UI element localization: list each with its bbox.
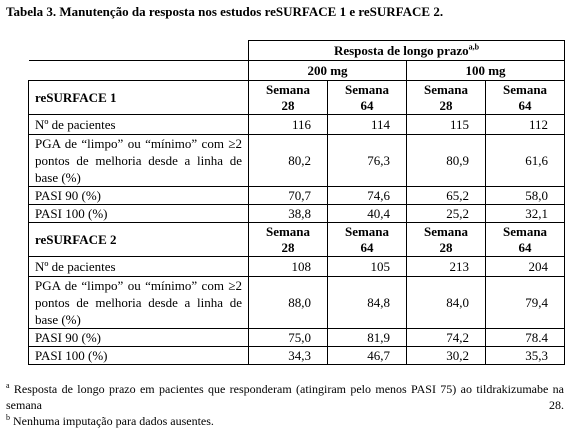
section-title: reSURFACE 2 [29,223,249,257]
dose-100-header: 100 mg [407,61,565,81]
value-cell: 79,4 [486,277,565,329]
value-cell: 65,2 [407,187,486,205]
value-cell: 84,8 [328,277,407,329]
value-cell: 76,3 [328,135,407,187]
value-cell: 32,1 [486,205,565,223]
table-row [29,187,565,205]
week-header [486,223,565,257]
value-cell: 38,8 [249,205,328,223]
footnote-a [6,381,564,413]
row-label: PASI 90 (%) [29,187,249,205]
value-cell: 80,2 [249,135,328,187]
long-term-response-header [249,41,565,61]
table-row [29,329,565,347]
value-cell: 74,6 [328,187,407,205]
week-header [407,81,486,115]
value-cell: 30,2 [407,347,486,365]
table-corner-cell [29,41,249,61]
value-cell: 108 [249,257,328,277]
footnote-a-mark: a [6,381,10,390]
week-header-text: Semana 64 [502,223,548,255]
value-cell: 115 [407,115,486,135]
table-row [29,205,565,223]
week-header-text: Semana 64 [344,223,390,255]
value-cell: 25,2 [407,205,486,223]
table-row [29,115,565,135]
row-label: Nº de pacientes [29,257,249,277]
value-cell: 80,9 [407,135,486,187]
footnote-b-mark: b [6,413,10,422]
week-header [328,81,407,115]
row-label: PGA de “limpo” ou “mínimo” com ≥2 pontos de melhoria desde a linha de base (%) [29,277,249,329]
value-cell: 74,2 [407,329,486,347]
week-header-text: Semana 28 [265,81,311,113]
row-label: Nº de pacientes [29,115,249,135]
value-cell: 105 [328,257,407,277]
table-group-header-row [29,41,565,61]
value-cell: 75,0 [249,329,328,347]
value-cell: 46,7 [328,347,407,365]
footnote-b [6,413,564,429]
table-row [29,135,565,187]
week-header [486,81,565,115]
value-cell: 58,0 [486,187,565,205]
value-cell: 35,3 [486,347,565,365]
week-header [249,223,328,257]
table-dose-header-row [29,61,565,81]
value-cell: 70,7 [249,187,328,205]
week-header [328,223,407,257]
long-term-response-label: Resposta de longo prazo [333,42,469,58]
value-cell: 88,0 [249,277,328,329]
value-cell: 78.4 [486,329,565,347]
table-row [29,257,565,277]
section-header-row [29,81,565,115]
value-cell: 40,4 [328,205,407,223]
value-cell: 213 [407,257,486,277]
dose-200-header: 200 mg [249,61,407,81]
week-header-text: Semana 28 [265,223,311,255]
table-row [29,347,565,365]
value-cell: 34,3 [249,347,328,365]
week-header [407,223,486,257]
section-header-row [29,223,565,257]
week-header-text: Semana 64 [344,81,390,113]
value-cell: 81,9 [328,329,407,347]
value-cell: 112 [486,115,565,135]
row-label: PGA de “limpo” ou “mínimo” com ≥2 pontos de melhoria desde a linha de base (%) [29,135,249,187]
footnote-a-text: Resposta de longo prazo em pacientes que responderam (atingiram pelo menos PASI 75) ao tildrakizumabe na semana 28. [6,382,564,412]
value-cell: 114 [328,115,407,135]
footnotes [6,381,564,429]
row-label: PASI 100 (%) [29,205,249,223]
value-cell: 84,0 [407,277,486,329]
row-label: PASI 90 (%) [29,329,249,347]
response-maintenance-table [28,40,565,365]
week-header-text: Semana 64 [502,81,548,113]
section-title: reSURFACE 1 [29,81,249,115]
table-corner-cell [29,61,249,81]
value-cell: 116 [249,115,328,135]
table-caption: Tabela 3. Manutenção da resposta nos estudos reSURFACE 1 e reSURFACE 2. [6,4,444,19]
week-header [249,81,328,115]
week-header-text: Semana 28 [423,223,469,255]
long-term-response-superscript: a,b [468,42,480,52]
footnote-b-text: Nenhuma imputação para dados ausentes. [10,414,214,428]
week-header-text: Semana 28 [423,81,469,113]
value-cell: 61,6 [486,135,565,187]
table-row [29,277,565,329]
value-cell: 204 [486,257,565,277]
row-label: PASI 100 (%) [29,347,249,365]
